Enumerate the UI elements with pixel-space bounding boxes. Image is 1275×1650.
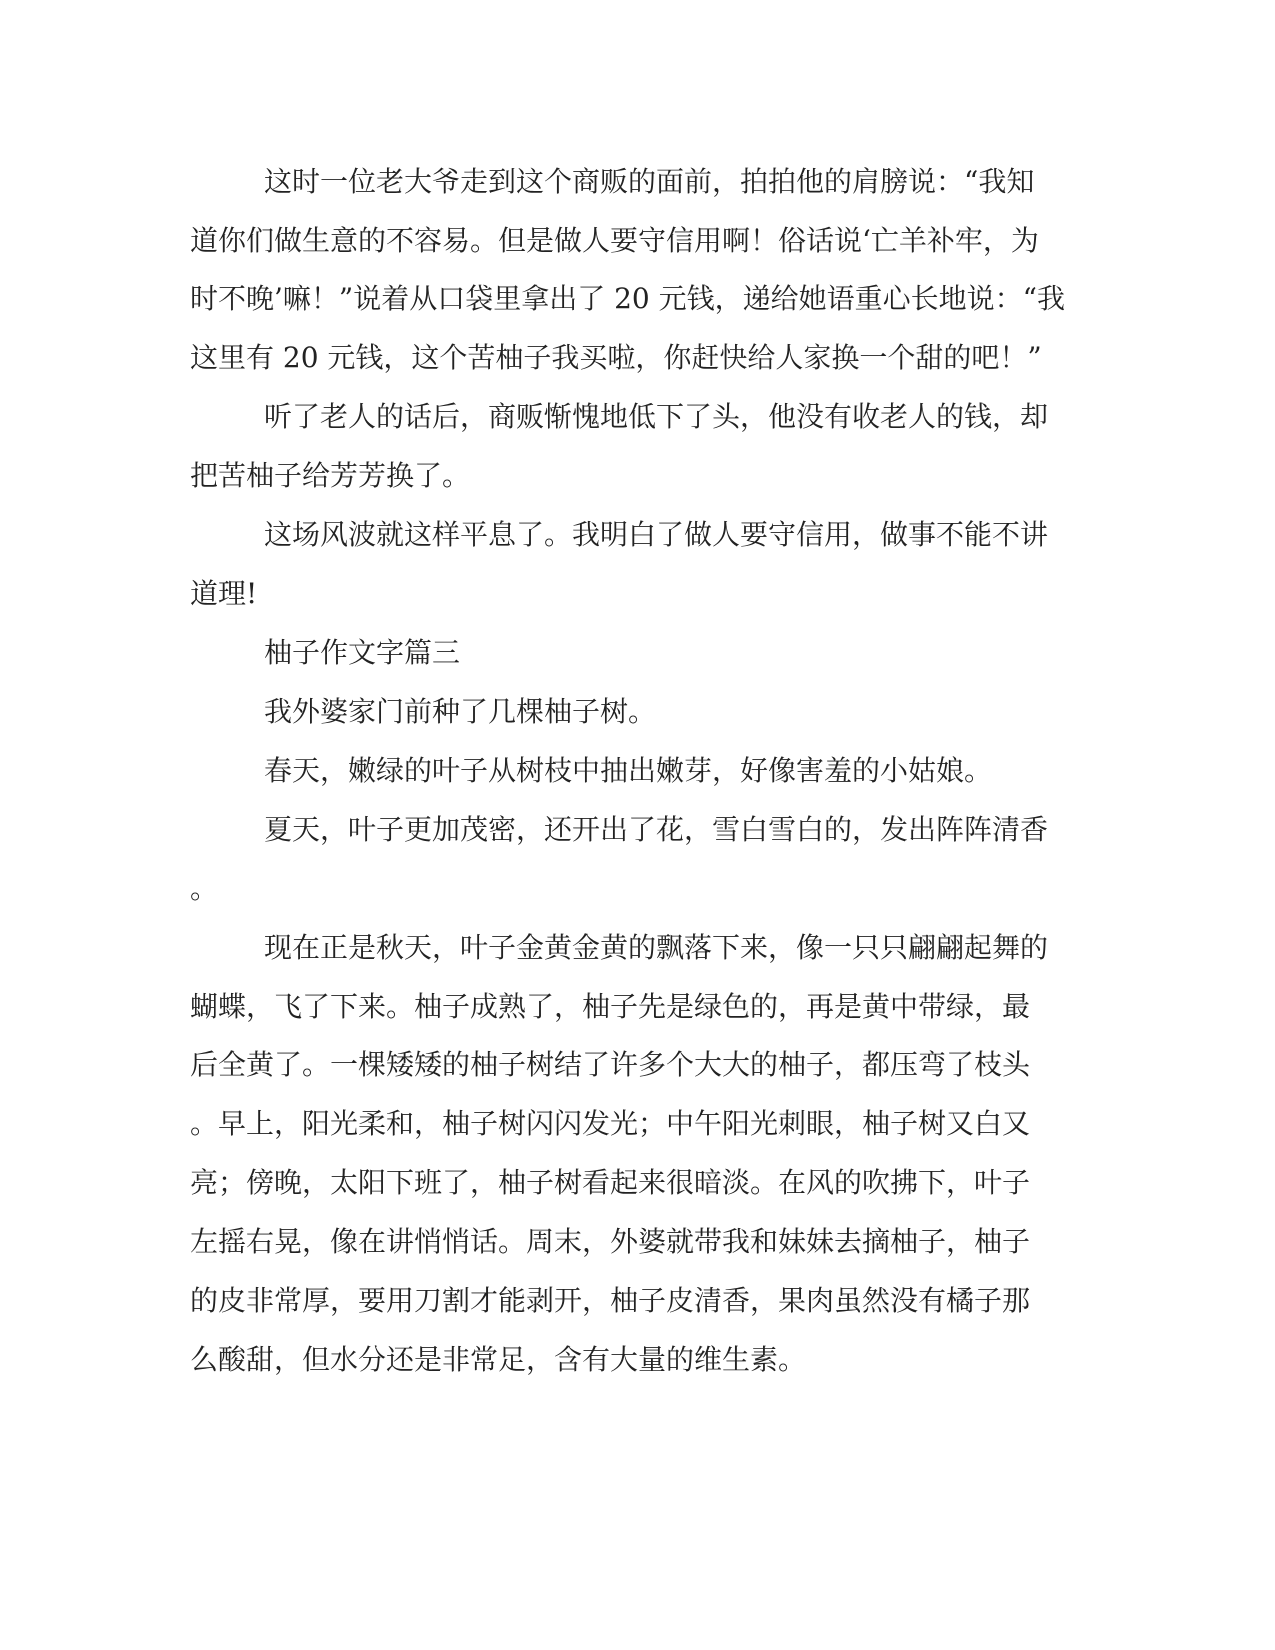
- text-line: 这场风波就这样平息了。我明白了做人要守信用，做事不能不讲: [264, 518, 1049, 551]
- text-line: 听了老人的话后，商贩惭愧地低下了头，他没有收老人的钱，却: [264, 400, 1049, 433]
- text-line: 时不晚’嘛！”说着从口袋里拿出了 20 元钱，递给她语重心长地说：“我: [190, 282, 1065, 315]
- text-line: 后全黄了。一棵矮矮的柚子树结了许多个大大的柚子，都压弯了枝头: [190, 1048, 1031, 1081]
- text-line: 。: [190, 872, 219, 905]
- text-line: 么酸甜，但水分还是非常足，含有大量的维生素。: [190, 1343, 807, 1376]
- text-line: 这时一位老大爷走到这个商贩的面前，拍拍他的肩膀说：“我知: [264, 165, 1035, 198]
- text-line: 的皮非常厚，要用刀割才能剥开，柚子皮清香，果肉虽然没有橘子那: [190, 1284, 1031, 1317]
- text-line: 左摇右晃，像在讲悄悄话。周末，外婆就带我和妹妹去摘柚子，柚子: [190, 1225, 1031, 1258]
- text-line: 把苦柚子给芳芳换了。: [190, 459, 471, 492]
- text-line: 道理!: [190, 577, 258, 610]
- text-line: 道你们做生意的不容易。但是做人要守信用啊！俗话说‘亡羊补牢，为: [190, 224, 1039, 257]
- text-line: 春天，嫩绿的叶子从树枝中抽出嫩芽，好像害羞的小姑娘。: [264, 754, 993, 787]
- text-line: 这里有 20 元钱，这个苦柚子我买啦，你赶快给人家换一个甜的吧！”: [190, 341, 1042, 374]
- text-line: 现在正是秋天，叶子金黄金黄的飘落下来，像一只只翩翩起舞的: [264, 931, 1049, 964]
- text-line: 亮；傍晚，太阳下班了，柚子树看起来很暗淡。在风的吹拂下，叶子: [190, 1166, 1031, 1199]
- section-heading: 柚子作文字篇三: [264, 636, 461, 669]
- text-line: 我外婆家门前种了几棵柚子树。: [264, 695, 657, 728]
- text-line: 蝴蝶，飞了下来。柚子成熟了，柚子先是绿色的，再是黄中带绿，最: [190, 990, 1031, 1023]
- text-line: 。早上，阳光柔和，柚子树闪闪发光；中午阳光刺眼，柚子树又白又: [190, 1107, 1031, 1140]
- text-line: 夏天，叶子更加茂密，还开出了花，雪白雪白的，发出阵阵清香: [264, 813, 1049, 846]
